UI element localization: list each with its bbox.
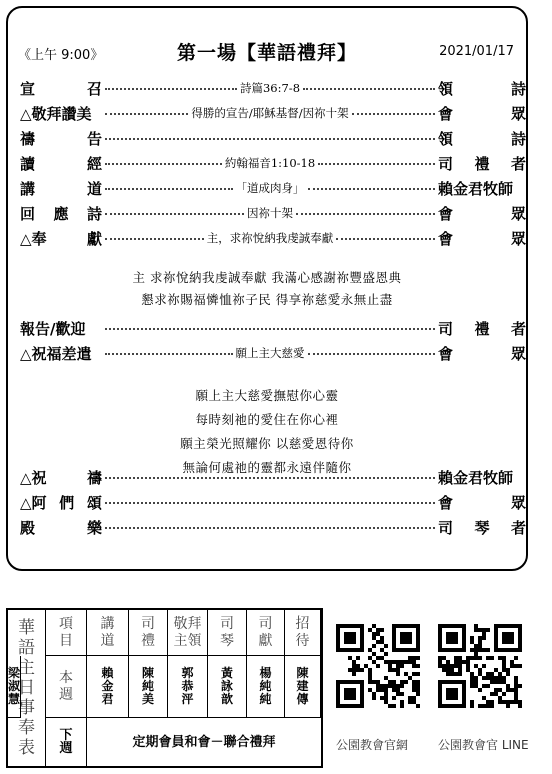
order-item-content: 得勝的宣告/耶穌基督/因祢十架 (191, 106, 349, 120)
lyric-line: 懇求祢賜福憐恤祢子民 得享祢慈愛永無止盡 (141, 292, 393, 307)
roster-name: 郭 恭 泙 (168, 656, 208, 718)
dot-leader (105, 162, 222, 165)
order-item-label: 殿 樂 (20, 518, 102, 537)
order-item-label: 講 道 (20, 179, 102, 198)
order-item-leader: 領 詩 (438, 129, 526, 148)
roster-header: 敬拜 主領 (168, 610, 208, 656)
lyric-line: 願上主大慈愛撫慰你心靈 (195, 388, 339, 403)
order-item-leader: 會 眾 (438, 493, 526, 512)
roster-name: 賴 金 君 (87, 656, 129, 718)
lyric-line: 每時刻祂的愛住在你心裡 (195, 412, 339, 427)
service-time: 《上午 9:00》 (18, 48, 104, 63)
order-item-content: 願上主大慈愛 (235, 346, 305, 360)
roster-header: 招 待 (285, 610, 321, 656)
bulletin-header (8, 38, 526, 70)
order-item-leader: 領 詩 (438, 79, 526, 98)
order-item-leader: 司 禮 者 (438, 154, 526, 173)
dot-leader (105, 501, 435, 504)
service-date: 2021/01/17 (439, 44, 514, 59)
dot-leader (105, 327, 435, 330)
order-item-leader: 會 眾 (438, 104, 526, 123)
order-item-content: 主，求祢悅納我虔誠奉獻 (206, 231, 334, 245)
order-item (20, 341, 526, 365)
next-week-note: 定期會員和會－聯合禮拜 (132, 734, 276, 750)
roster-header: 項 目 (46, 610, 87, 656)
order-item-label: 報告/歡迎 (20, 319, 86, 338)
this-week-label: 本 週 (46, 656, 87, 718)
order-item-label: △阿 們 頌 (20, 493, 102, 512)
website-qr-code[interactable] (336, 624, 420, 708)
dot-leader (105, 352, 233, 355)
order-item (20, 76, 526, 100)
order-item (20, 226, 526, 250)
order-item-label: 讀 經 (20, 154, 102, 173)
order-item-leader: 司 琴 者 (438, 518, 526, 537)
roster-name: 楊 純 純 (247, 656, 285, 718)
roster-name: 黃 詠 歆 (208, 656, 247, 718)
order-item (20, 490, 526, 514)
order-of-worship (6, 6, 528, 571)
dot-leader (105, 237, 204, 240)
order-item-leader: 司 禮 者 (438, 319, 526, 338)
roster-name: 梁 淑 慧 (8, 656, 21, 718)
order-item-leader: 賴金君牧師 (438, 468, 514, 487)
order-item-leader: 會 眾 (438, 344, 526, 363)
order-item (20, 126, 526, 150)
next-week-label: 下 週 (46, 718, 87, 766)
order-item-content: 「道成肉身」 (235, 181, 305, 195)
order-item-content: 詩篇36:7-8 (239, 81, 301, 95)
dot-leader (105, 112, 188, 115)
order-item (20, 515, 526, 539)
roster-name: 陳 建 傳 (285, 656, 321, 718)
order-item-content: 因祢十架 (247, 206, 293, 220)
order-item-content: 約翰福音1:10-18 (224, 156, 316, 170)
order-item-label: △祝福差遣 (20, 344, 92, 363)
order-item-label: △祝 禱 (20, 468, 102, 487)
dot-leader (105, 212, 244, 215)
duty-roster-table (6, 608, 323, 768)
order-item-label: △奉 獻 (20, 229, 102, 248)
order-item-label: 回 應 詩 (20, 204, 102, 223)
roster-header: 講 道 (87, 610, 129, 656)
lyric-line: 主 求祢悅納我虔誠奉獻 我滿心感謝祢豐盛恩典 (132, 270, 402, 285)
order-item-label: 禱 告 (20, 129, 102, 148)
service-title: 第一場【華語禮拜】 (176, 42, 357, 64)
roster-title: 華 語 主 日 事 奉 表 (8, 610, 46, 766)
roster-header: 司 禮 (129, 610, 168, 656)
order-item (20, 316, 526, 340)
dot-leader (105, 187, 233, 190)
order-item (20, 176, 526, 200)
lyric-line: 無論何處祂的靈都永遠伴隨你 (182, 460, 352, 475)
dot-leader (105, 137, 435, 140)
order-item (20, 101, 526, 125)
line-qr-caption: 公園教會官 LINE (438, 738, 529, 752)
dot-leader (303, 87, 435, 90)
order-item-leader: 賴金君牧師 (438, 179, 514, 198)
line-qr-code[interactable] (438, 624, 522, 708)
order-item-label: 宣 召 (20, 79, 102, 98)
dot-leader (318, 162, 435, 165)
dot-leader (308, 352, 436, 355)
dot-leader (105, 526, 435, 529)
dot-leader (336, 237, 435, 240)
dot-leader (105, 87, 237, 90)
dot-leader (296, 212, 435, 215)
order-item-leader: 會 眾 (438, 204, 526, 223)
roster-header: 司 獻 (247, 610, 285, 656)
order-item (20, 151, 526, 175)
lyric-line: 願主榮光照耀你 以慈愛恩待你 (180, 436, 354, 451)
roster-name: 陳 純 美 (129, 656, 168, 718)
roster-header: 司 琴 (208, 610, 247, 656)
order-item-label: △敬拜讚美 (20, 104, 92, 123)
dot-leader (352, 112, 435, 115)
website-qr-caption: 公園教會官網 (336, 738, 409, 752)
order-item-leader: 會 眾 (438, 229, 526, 248)
dot-leader (308, 187, 436, 190)
order-item (20, 201, 526, 225)
